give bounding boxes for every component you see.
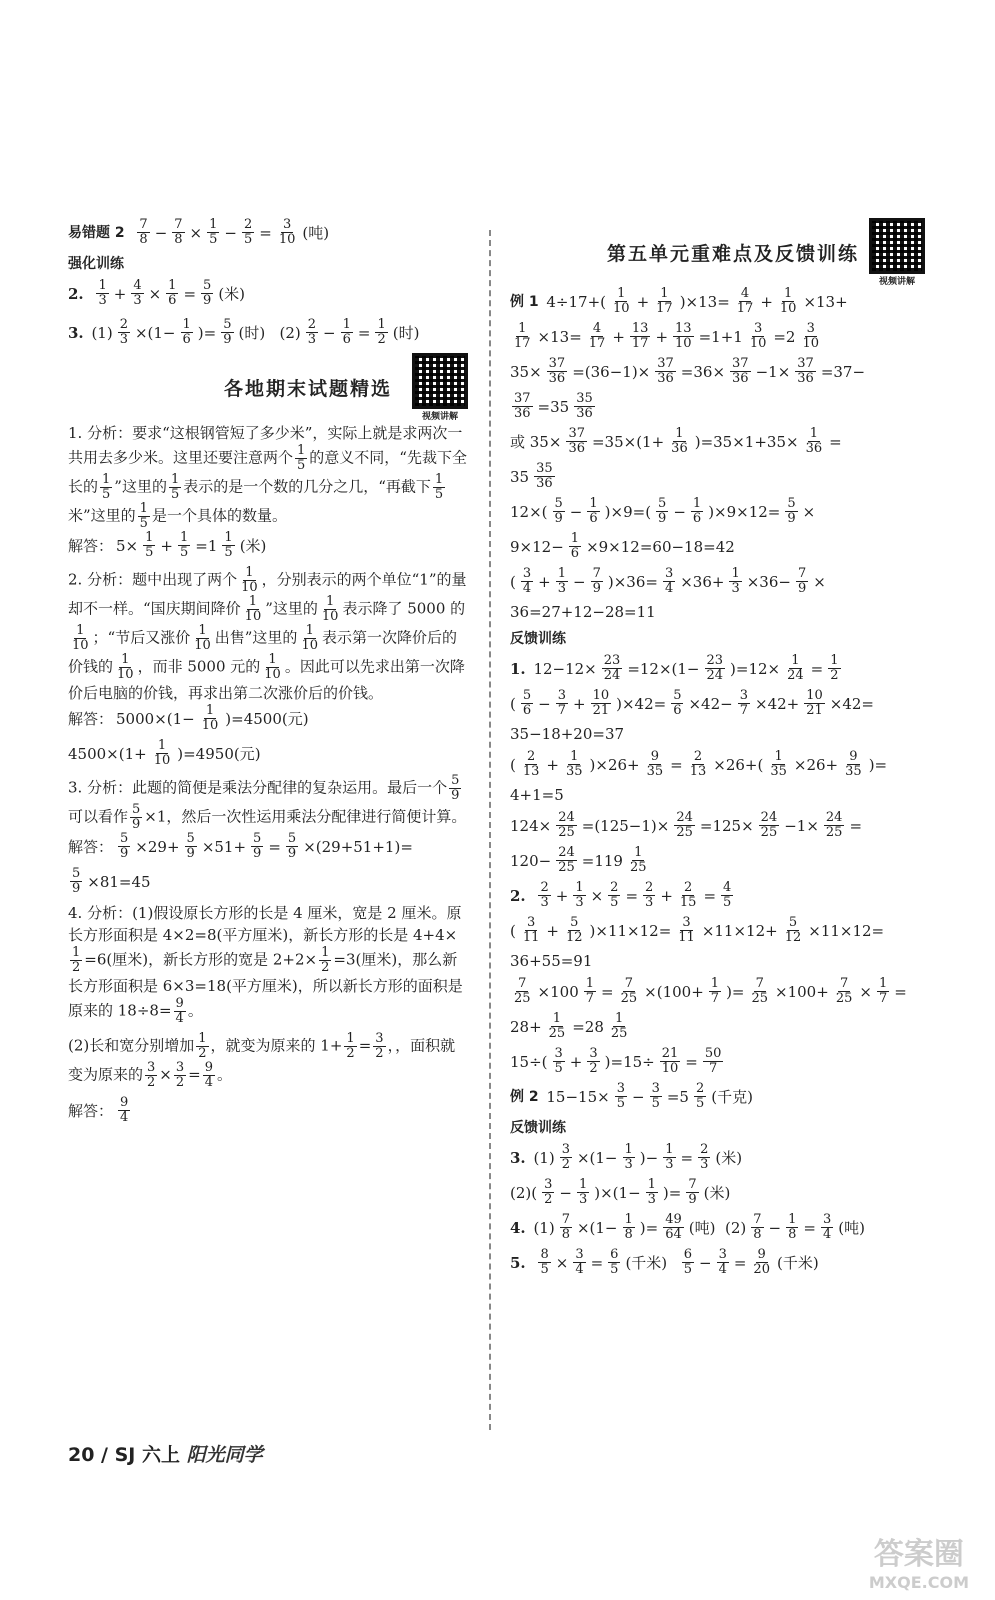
q2-analysis: 2. 分析：题中出现了两个 $\frac{1}{10}$ ，分别表示的两个单位“1”的量却不一样。“国庆期间降价 $\frac{1}{10}$ ”这里的 $\frac{1}{10}$ 表示降了 5000 的 $\frac{1}{10}$ ；“节后又涨价 $\frac{1}{10}$ 出售”这里的 $\frac{1}{10}$ 表示第一次降价后的价钱的 $\frac{1}{10}$ ，而非 5000 元的 $\frac{1}{10}$ 。因此可以先求出第一次降价后电脑的价钱，再求出第二次涨价后的价钱。 [68,565,467,702]
error-label: 易错题 2 [68,224,125,241]
right-column [510,218,925,1277]
fb2-line2: ( $\frac{3}{11}$ + $\frac{5}{12}$ )×11×12= $\frac{3}{11}$ ×11×12+ $\frac{5}{12}$ ×11×12= [510,915,885,945]
q4-analysis: 4. 分析：(1)假设原长方形的长是 4 厘米，宽是 2 厘米。原长方形面积是 4×2=8(平方厘米)，新长方形的长是 4+4× $\frac{1}{2}$ =6(厘米)，新长方形的宽是 2+2× $\frac{1}{2}$ =3(厘米)，那么新长方形面积是 6×3=18(平方厘米)，所以新长方形的面积是原来的 18÷8= $\frac{9}{4}$ 。 [68,904,463,1026]
q3-answer-2: $\frac{5}{9}$ ×81=45 [72,866,151,896]
ex1-line10: 36=27+12−28=11 [510,603,656,621]
q3-answer: 解答： $\frac{5}{9}$ ×29+ $\frac{5}{9}$ ×51+ $\frac{5}{9}$ = $\frac{5}{9}$ ×(29+51+1)= [68,831,413,861]
ex1-line8: 9×12− $\frac{1}{6}$ ×9×12=60−18=42 [510,531,735,561]
fb1-line4: ( $\frac{2}{13}$ + $\frac{1}{35}$ )×26+ $\frac{9}{35}$ = $\frac{2}{13}$ ×26+( $\frac{1}{35}$ ×26+ $\frac{9}{35}$ )= [510,749,888,779]
fb1-line2: ( $\frac{5}{6}$ − $\frac{3}{7}$ + $\frac{10}{21}$ )×42= $\frac{5}{6}$ ×42− $\frac{3}{7}$ ×42+ $\frac{10}{21}$ ×42= [510,688,875,718]
column-divider [489,230,491,1430]
brand-logo: 阳光同学 [186,1444,263,1466]
section-feedback-2: 反馈训练 [510,1120,566,1136]
ex1-line4: $\frac{37}{36}$ =35 $\frac{35}{36}$ [514,391,593,421]
section-feedback: 反馈训练 [510,631,566,647]
fb1-line7: 120− $\frac{24}{25}$ =119 $\frac{1}{25}$ [510,845,647,875]
ex2-line: 例 2 15−15× $\frac{3}{5}$ − $\frac{3}{5}$ =5 $\frac{2}{5}$ (千克) [510,1081,753,1111]
q2-answer-2: 4500×(1+ $\frac{1}{10}$ )=4950(元) [68,738,261,768]
fb1-line5: 4+1=5 [510,786,564,804]
fb1-line1: 1. 12−12× $\frac{23}{24}$ =12×(1− $\frac{23}{24}$ )=12× $\frac{1}{24}$ = $\frac{1}{2}$ [510,653,839,683]
q4-answer: 解答： $\frac{9}{4}$ [68,1095,129,1125]
fb5-line: 5. $\frac{8}{5}$ × $\frac{3}{4}$ = $\frac{6}{5}$ (千米) $\frac{6}{5}$ − $\frac{3}{4}$ = $\frac{9}{20}$ (千米) [510,1247,819,1277]
ex1-line6: 35 $\frac{35}{36}$ [510,461,553,491]
fb2-line4: $\frac{7}{25}$ ×100 $\frac{1}{7}$ = $\frac{7}{25}$ ×(100+ $\frac{1}{7}$ )= $\frac{7}{25}$ ×100+ $\frac{7}{25}$ × $\frac{1}{7}$ = [514,976,907,1006]
ex1-line7: 12×( $\frac{5}{9}$ − $\frac{1}{6}$ )×9=( $\frac{5}{9}$ − $\frac{1}{6}$ )×9×12= $\frac{5}{9}$ × [510,496,816,526]
ex1-line3: 35× $\frac{37}{36}$ =(36−1)× $\frac{37}{36}$ =36× $\frac{37}{36}$ −1× $\frac{37}{36}$ =37− [510,356,866,386]
fb2-line1: 2. $\frac{2}{3}$ + $\frac{1}{3}$ × $\frac{2}{5}$ = $\frac{2}{3}$ + $\frac{2}{15}$ = $\frac{4}{5}$ [510,880,732,910]
strengthen-3: 3. (1) $\frac{2}{3}$ ×(1− $\frac{1}{6}$ )= $\frac{5}{9}$ (时) (2) $\frac{2}{3}$ − $\frac{1}{6}$ = $\frac{1}{2}$ (时) [68,317,420,347]
fb2-line5: 28+ $\frac{1}{25}$ =28 $\frac{1}{25}$ [510,1011,628,1041]
fb2-line6: 15÷( $\frac{3}{5}$ + $\frac{3}{2}$ )=15÷ $\frac{21}{10}$ = $\frac{50}{7}$ [510,1046,722,1076]
section-strengthen: 强化训练 [68,256,124,272]
qr-caption: 视频讲解 [421,412,458,422]
section-title-unit5: 第五单元重难点及反馈训练 [606,243,859,265]
qr-code-icon[interactable] [869,218,925,274]
ex1-line9: ( $\frac{3}{4}$ + $\frac{1}{3}$ − $\frac{7}{9}$ )×36= $\frac{3}{4}$ ×36+ $\frac{1}{3}$ ×36− $\frac{7}{9}$ × [510,566,826,596]
section-title-final-exam: 各地期末试题精选 [223,378,392,400]
strengthen-2: 2. $\frac{1}{3}$ + $\frac{4}{3}$ × $\frac{1}{6}$ = $\frac{5}{9}$ (米) [68,278,246,308]
q4-analysis-2: (2)长和宽分别增加 $\frac{1}{2}$ ，就变为原来的 1+ $\frac{1}{2}$ = $\frac{3}{2}$ ，，面积就变为原来的 $\frac{3}{2}$ × $\frac{3}{2}$ = $\frac{9}{4}$ 。 [68,1031,456,1090]
q3-analysis: 3. 分析：此题的简便是乘法分配律的复杂运用。最后一个 $\frac{5}{9}$ 可以看作 $\frac{5}{9}$ ×1，然后一次性运用乘法分配律进行简便计算。 [68,773,467,832]
ex1-line5: 或 35× $\frac{37}{36}$ =35×(1+ $\frac{1}{36}$ )=35×1+35× $\frac{1}{36}$ = [510,426,842,456]
page-number: 20 / SJ 六上 [68,1444,180,1466]
fb1-line3: 35−18+20=37 [510,725,625,743]
ex1-line2: $\frac{1}{17}$ ×13= $\frac{4}{17}$ + $\frac{13}{17}$ + $\frac{13}{10}$ =1+1 $\frac{3}{10}$ =2 $\frac{3}{10}$ [514,321,820,351]
watermark-text: 答案圈 [873,1537,964,1572]
left-column [68,218,468,1125]
fb2-line3: 36+55=91 [510,952,593,970]
fb4-line: 4. (1) $\frac{7}{8}$ ×(1− $\frac{1}{8}$ )= $\frac{49}{64}$ (吨) (2) $\frac{7}{8}$ − $\frac{1}{8}$ = $\frac{3}{4}$ (吨) [510,1212,865,1242]
q1-answer: 解答： 5× $\frac{1}{5}$ + $\frac{1}{5}$ =1 $\frac{1}{5}$ (米) [68,530,267,560]
q1-analysis: 1. 分析：要求“这根钢管短了多少米”，实际上就是求两次一共用去多少米。这里还要注意两个 $\frac{1}{5}$ 的意义不同，“先裁下全长的 $\frac{1}{5}$ ”这里的 $\frac{1}{5}$ 表示的是一个数的几分之几，“再截下 $\frac{1}{5}$ 米”这里的 $\frac{1}{5}$ 是一个具体的数量。 [68,424,467,531]
error-question-2: 易错题 2 $\frac{7}{8}$ − $\frac{7}{8}$ × $\frac{1}{5}$ − $\frac{2}{5}$ = $\frac{3}{10}$ (吨) [68,217,330,247]
fb1-line6: 124× $\frac{24}{25}$ =(125−1)× $\frac{24}{25}$ =125× $\frac{24}{25}$ −1× $\frac{24}{25}$ = [510,810,863,840]
qr-caption: 视频讲解 [878,277,915,287]
fb3-line1: 3. (1) $\frac{3}{2}$ ×(1− $\frac{1}{3}$ )− $\frac{1}{3}$ = $\frac{2}{3}$ (米) [510,1142,743,1172]
watermark-url: MXQE.COM [868,1573,969,1592]
page-footer [68,1440,263,1467]
ex1-line1: 例 1 4÷17+( $\frac{1}{10}$ + $\frac{1}{17}$ )×13= $\frac{4}{17}$ + $\frac{1}{10}$ ×13+ [510,286,848,316]
qr-code-icon[interactable] [412,353,468,409]
q2-answer: 解答： 5000×(1− $\frac{1}{10}$ )=4500(元) [68,703,309,733]
watermark [869,1529,969,1592]
fb3-line2: (2)( $\frac{3}{2}$ − $\frac{1}{3}$ )×(1− $\frac{1}{3}$ )= $\frac{7}{9}$ (米) [510,1177,731,1207]
